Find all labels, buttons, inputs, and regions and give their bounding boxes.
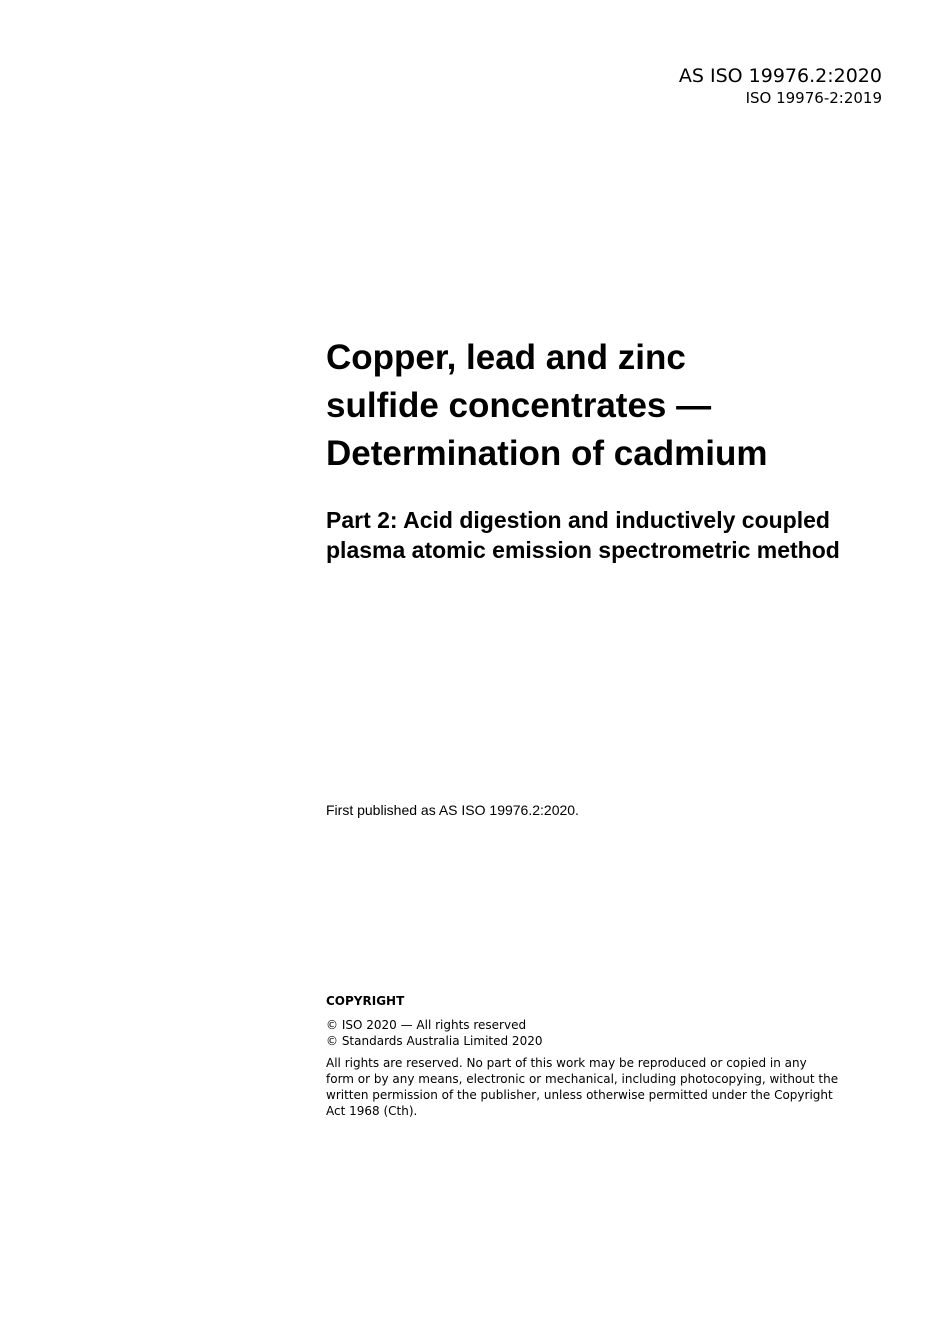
document-identifiers xyxy=(679,64,882,108)
document-subtitle xyxy=(326,505,906,565)
subtitle-line: Part 2: Acid digestion and inductively coupled xyxy=(326,507,830,533)
subtitle-line: plasma atomic emission spectrometric method xyxy=(326,537,840,563)
title-line: Copper, lead and zinc xyxy=(326,338,686,377)
copyright-heading: COPYRIGHT xyxy=(326,994,405,1008)
title-line: Determination of cadmium xyxy=(326,434,768,473)
rights-statement xyxy=(326,1055,866,1119)
rights-line: written permission of the publisher, unless otherwise permitted under the Copyright xyxy=(326,1088,833,1102)
rights-line: Act 1968 (Cth). xyxy=(326,1104,418,1118)
standard-number: AS ISO 19976.2:2020 xyxy=(678,65,882,87)
sa-copyright-notice: © Standards Australia Limited 2020 xyxy=(326,1034,543,1048)
copyright-section xyxy=(326,993,866,1119)
rights-line: form or by any means, electronic or mechanical, including photocopying, without the xyxy=(326,1072,839,1086)
title-line: sulfide concentrates — xyxy=(326,386,712,425)
iso-copyright-notice: © ISO 2020 — All rights reserved xyxy=(326,1018,527,1032)
document-title xyxy=(326,334,906,478)
publication-note: First published as AS ISO 19976.2:2020. xyxy=(326,802,579,818)
rights-line: All rights are reserved. No part of this work may be reproduced or copied in any xyxy=(326,1056,807,1070)
iso-standard-number: ISO 19976-2:2019 xyxy=(745,89,882,107)
